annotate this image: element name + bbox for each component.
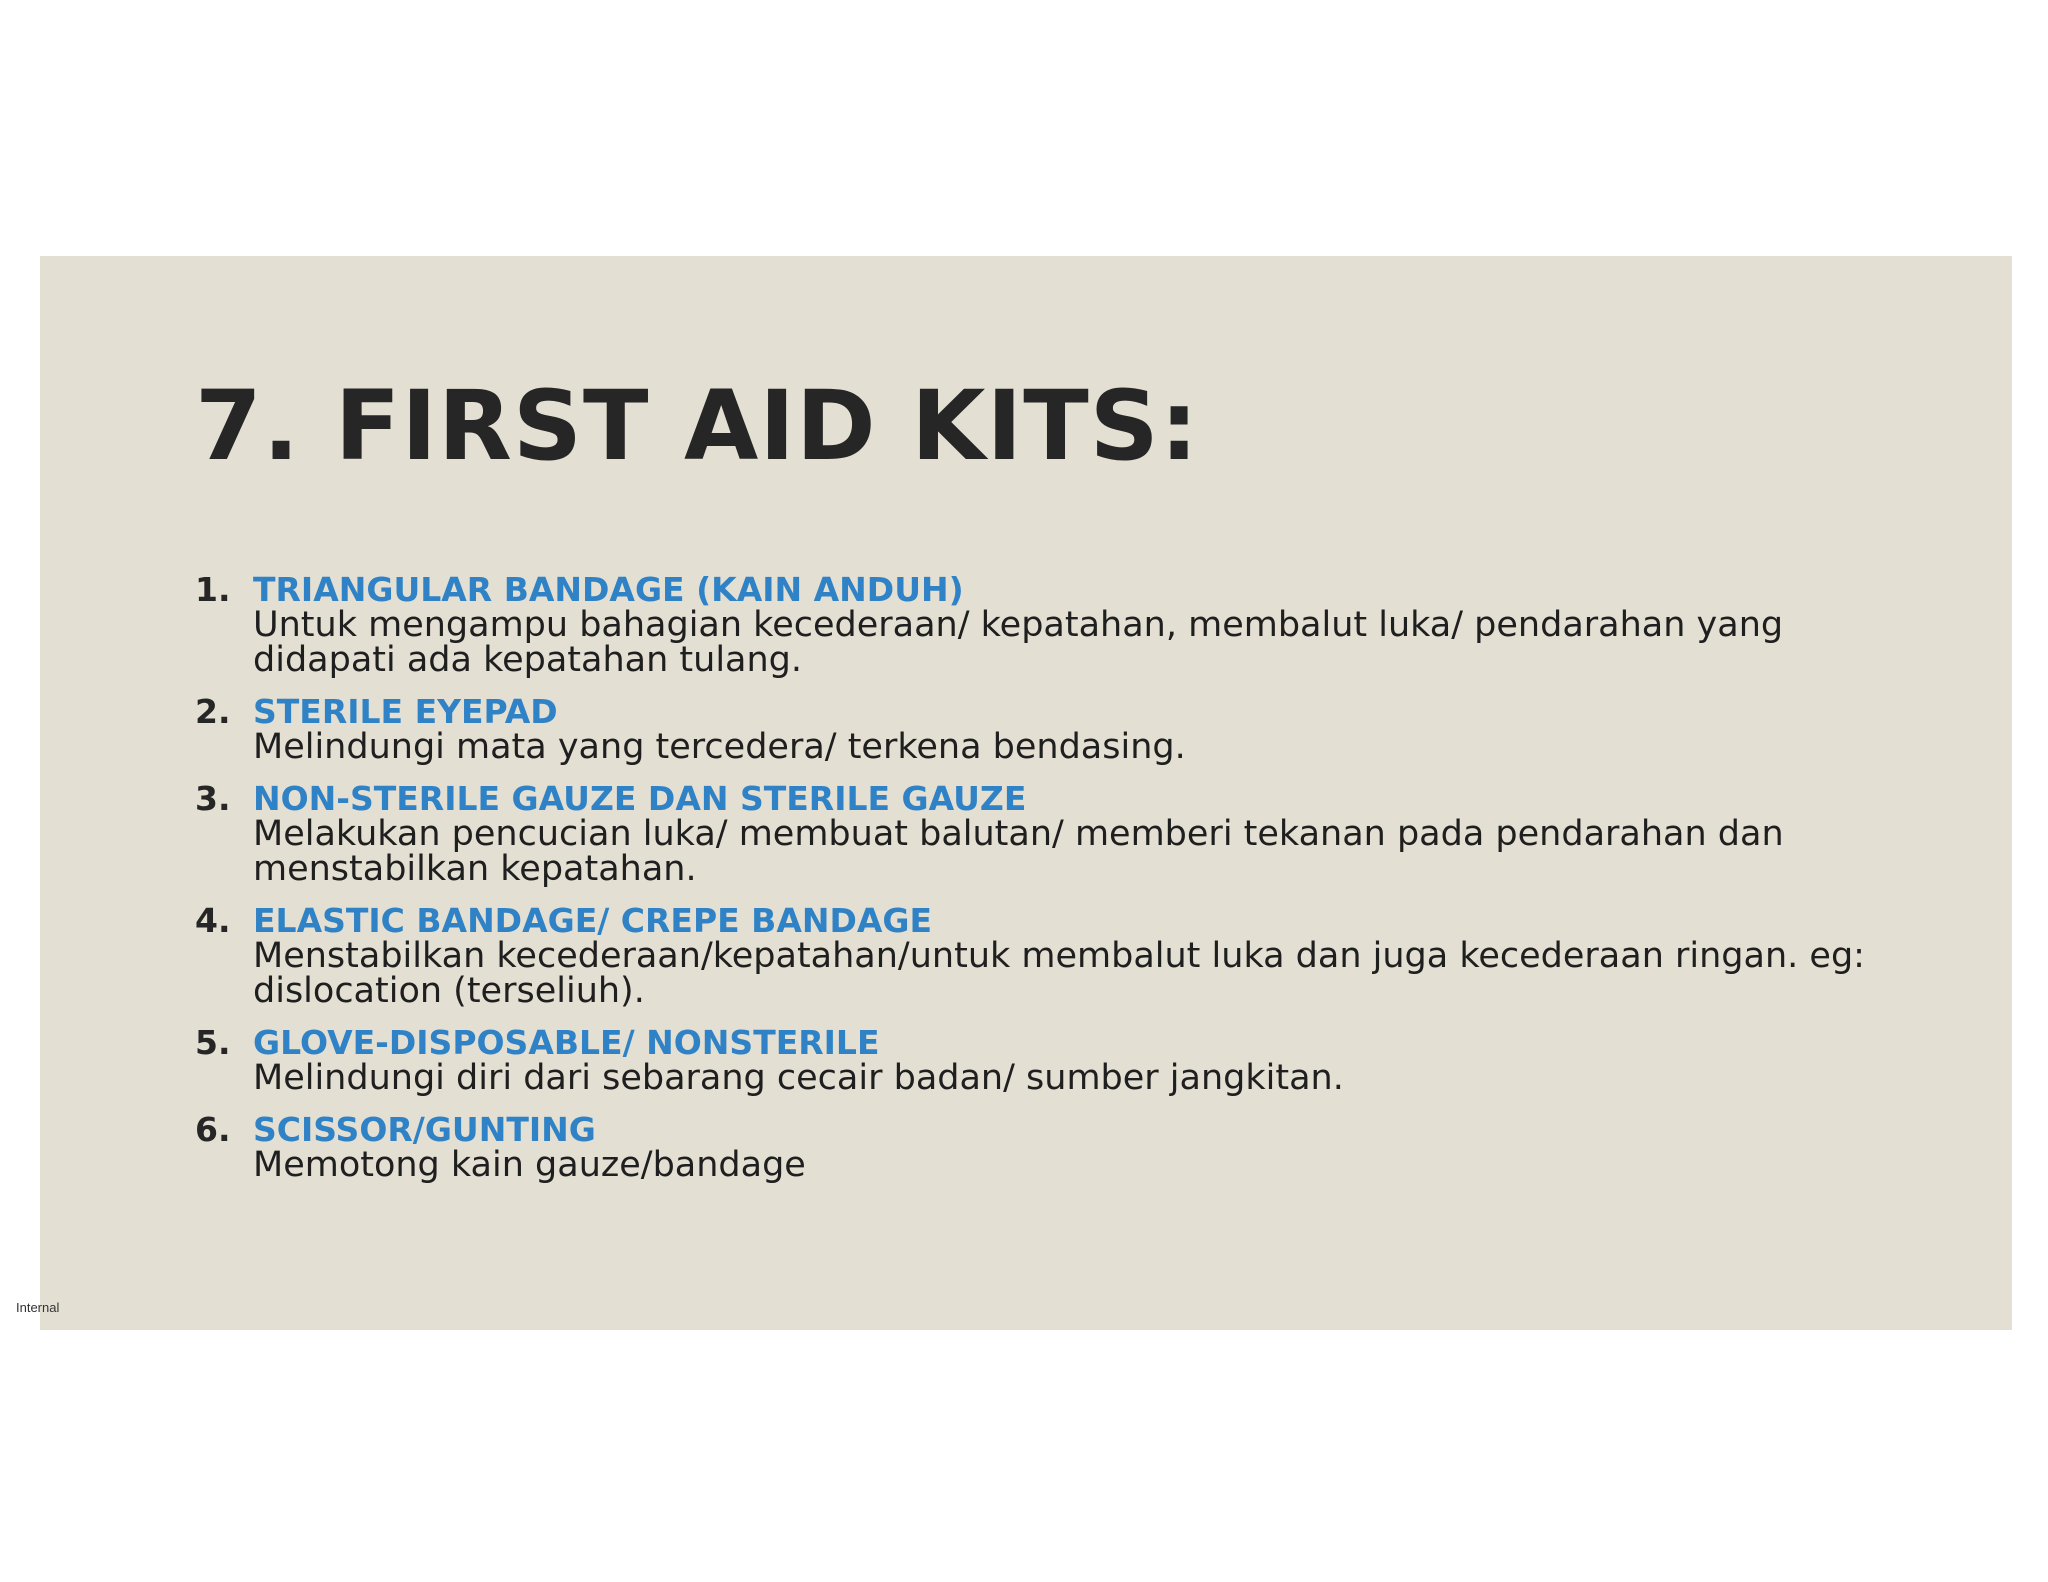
item-number: 2.: [195, 692, 231, 731]
item-heading: SCISSOR/GUNTING: [253, 1110, 596, 1149]
item-description: Menstabilkan kecederaan/kepatahan/untuk membalut luka dan juga kecederaan ringan. eg: dislocation (terseliuh).: [253, 936, 1865, 1011]
classification-label: Internal: [16, 1300, 60, 1315]
item-number: 1.: [195, 570, 231, 609]
item-number: 6.: [195, 1110, 231, 1149]
slide-panel: [40, 256, 2012, 1330]
item-heading: STERILE EYEPAD: [253, 692, 558, 731]
list-item: [195, 572, 1915, 678]
slide-title: 7. FIRST AID KITS:: [195, 370, 1200, 482]
first-aid-items-list: [195, 572, 1915, 1199]
list-item: [195, 1025, 1915, 1096]
item-heading: ELASTIC BANDAGE/ CREPE BANDAGE: [253, 901, 933, 940]
item-description: Melindungi diri dari sebarang cecair badan/ sumber jangkitan.: [253, 1058, 1344, 1098]
item-number: 5.: [195, 1023, 231, 1062]
item-heading: GLOVE-DISPOSABLE/ NONSTERILE: [253, 1023, 880, 1062]
list-item: [195, 694, 1915, 765]
list-item: [195, 903, 1915, 1009]
item-heading: TRIANGULAR BANDAGE (KAIN ANDUH): [253, 570, 964, 609]
item-description: Memotong kain gauze/bandage: [253, 1145, 806, 1185]
item-description: Untuk mengampu bahagian kecederaan/ kepatahan, membalut luka/ pendarahan yang didapati ada kepatahan tulang.: [253, 605, 1784, 680]
item-number: 3.: [195, 779, 231, 818]
list-item: [195, 1112, 1915, 1183]
list-item: [195, 781, 1915, 887]
item-heading: NON-STERILE GAUZE DAN STERILE GAUZE: [253, 779, 1027, 818]
item-number: 4.: [195, 901, 231, 940]
item-description: Melindungi mata yang tercedera/ terkena bendasing.: [253, 727, 1186, 767]
item-description: Melakukan pencucian luka/ membuat balutan/ memberi tekanan pada pendarahan dan menstabilkan kepatahan.: [253, 814, 1784, 889]
